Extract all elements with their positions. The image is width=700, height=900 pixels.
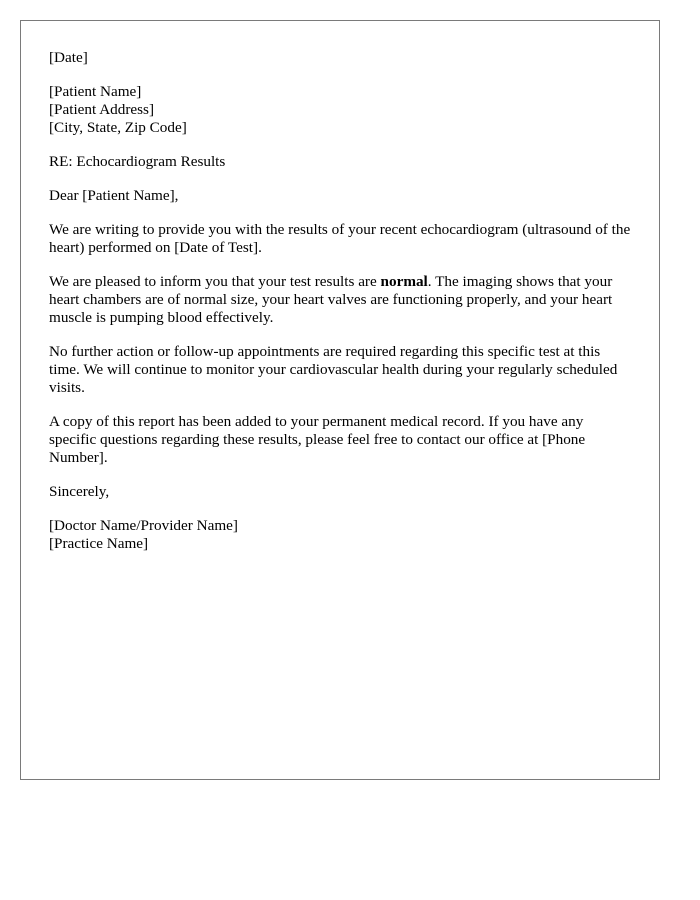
signature-block (49, 517, 631, 553)
letter-closing: Sincerely, (49, 483, 110, 500)
letter-subject: RE: Echocardiogram Results (49, 153, 226, 170)
signature-provider: [Doctor Name/Provider Name] (49, 517, 238, 534)
results-emphasis: normal (380, 273, 428, 290)
record-paragraph: A copy of this report has been added to your permanent medical record. If you have any specific questions regarding these results, please feel free to contact our office at [Phone Number]. (49, 413, 586, 466)
letter-date: [Date] (49, 49, 88, 66)
recipient-address: [Patient Address] (49, 101, 155, 118)
signature-practice: [Practice Name] (49, 535, 149, 552)
results-text-before: We are pleased to inform you that your test results are (49, 273, 381, 290)
letter-salutation: Dear [Patient Name], (49, 187, 179, 204)
recipient-block (49, 83, 631, 137)
intro-paragraph: We are writing to provide you with the results of your recent echocardiogram (ultrasound of the heart) performed on [Date of Test]. (49, 221, 631, 256)
followup-paragraph: No further action or follow-up appointments are required regarding this specific test at this time. We will continue to monitor your cardiovascular health during your regularly scheduled visits. (49, 343, 618, 396)
results-paragraph (49, 273, 631, 327)
recipient-city-state-zip: [City, State, Zip Code] (49, 119, 187, 136)
recipient-name: [Patient Name] (49, 83, 142, 100)
letter-page (20, 20, 660, 780)
results-text-after: . The imaging shows that your heart chambers are of normal size, your heart valves are functioning properly, and your heart muscle is pumping blood effectively. (49, 273, 613, 326)
